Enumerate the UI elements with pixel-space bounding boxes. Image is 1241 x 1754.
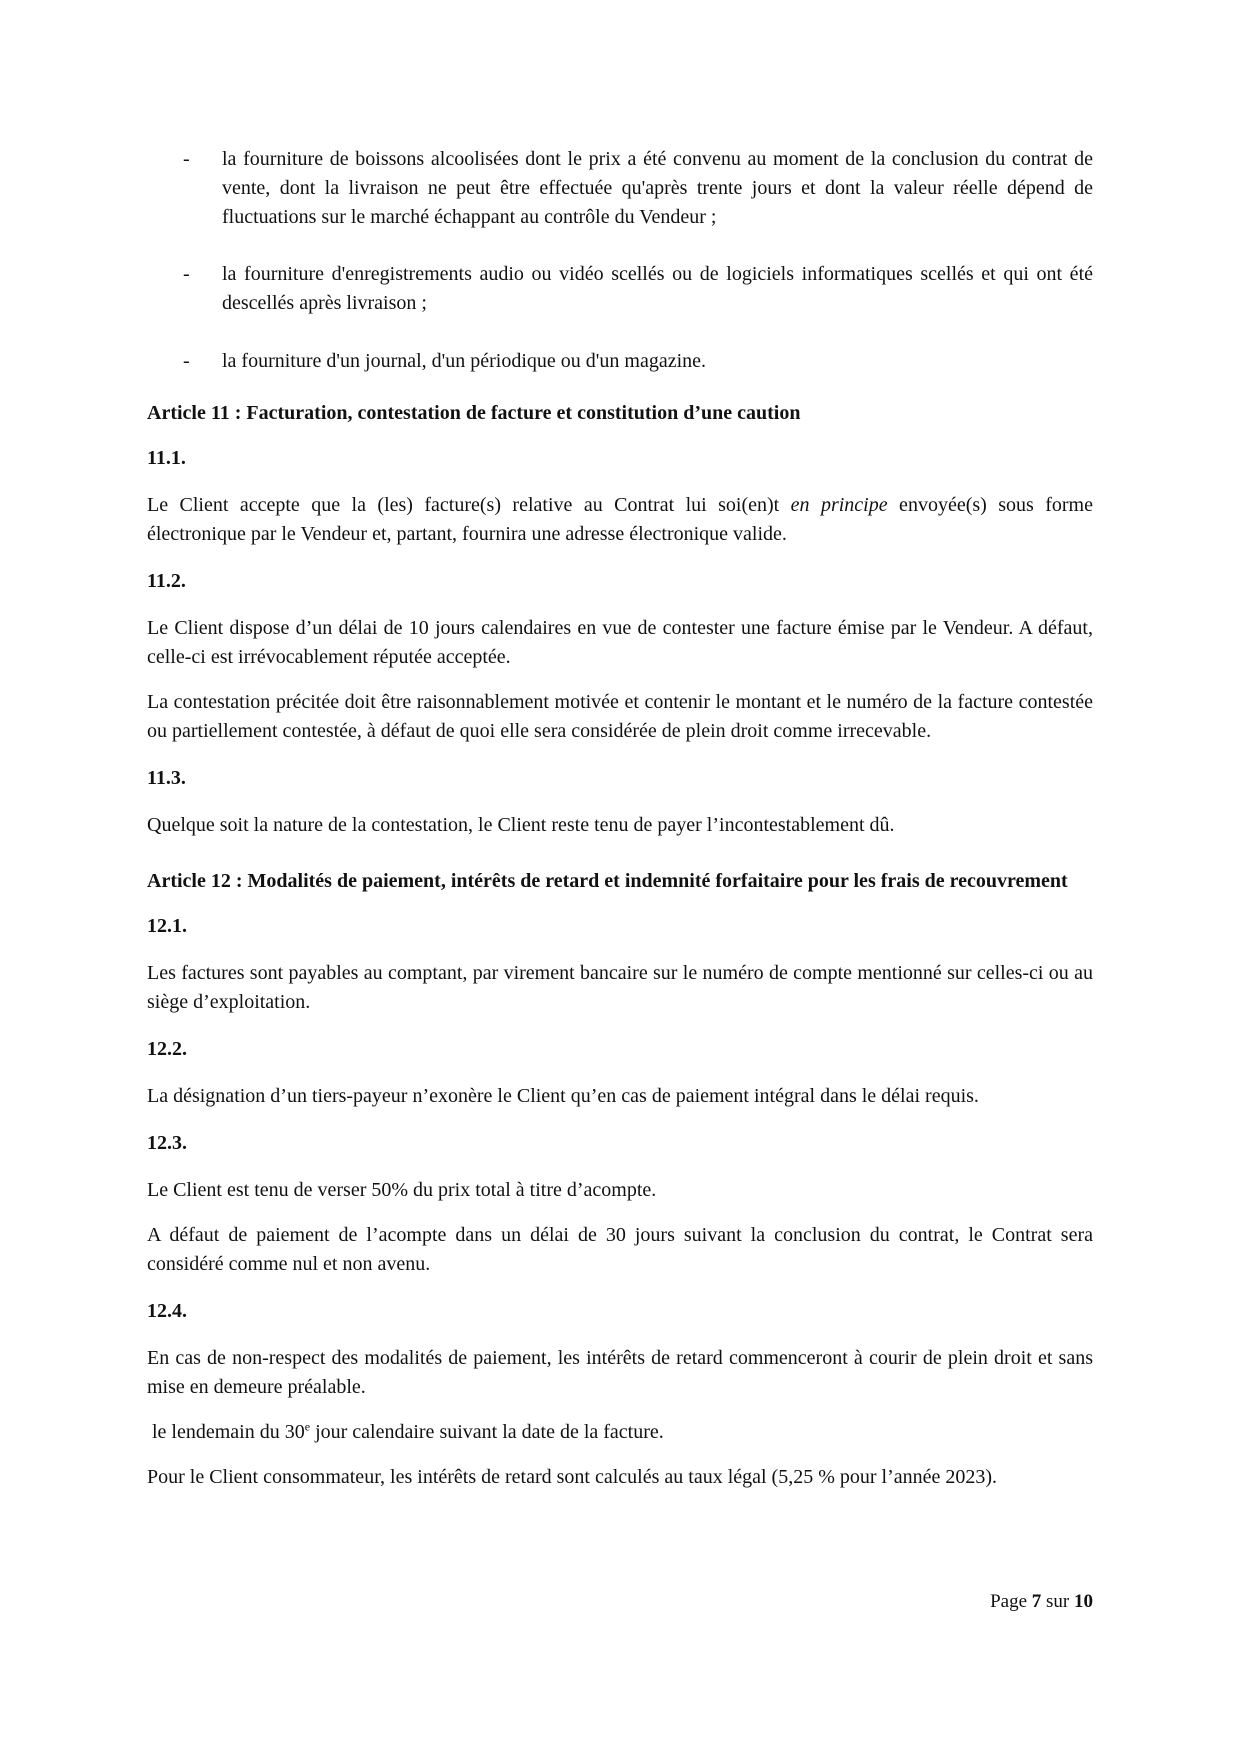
bullet-item [147, 145, 1093, 232]
section-11-1-number: 11.1. [147, 447, 186, 469]
text-run: envoyée(s) sous forme électronique par le Vendeur et, partant, fournira une adresse électronique valide. [147, 494, 1093, 545]
superscript: e [304, 1419, 311, 1434]
emphasis-text: en principe [790, 494, 888, 516]
text-run: le lendemain du 30 [147, 1421, 305, 1443]
section-12-2-text: La désignation d’un tiers-payeur n’exonère le Client qu’en cas de paiement intégral dans le délai requis. [147, 1085, 979, 1107]
section-12-3-paragraph-1: Le Client est tenu de verser 50% du prix total à titre d’acompte. [147, 1179, 657, 1201]
footer-prefix: Page [990, 1591, 1032, 1612]
section-11-3-number: 11.3. [147, 767, 186, 789]
bullet-text: la fourniture d'un journal, d'un périodique ou d'un magazine. [222, 350, 707, 372]
section-11-2-paragraph-1: Le Client dispose d’un délai de 10 jours calendaires en vue de contester une facture émise par le Vendeur. A défaut, celle-ci est irrévocablement réputée acceptée. [147, 617, 1093, 668]
section-11-1-text [147, 491, 1093, 549]
section-11-3-text: Quelque soit la nature de la contestation, le Client reste tenu de payer l’incontestablement dû. [147, 814, 895, 836]
section-12-1-number: 12.1. [147, 915, 187, 937]
section-12-3-paragraph-2: A défaut de paiement de l’acompte dans un délai de 30 jours suivant la conclusion du contrat, le Contrat sera considéré comme nul et non avenu. [147, 1224, 1093, 1275]
text-run: jour calendaire suivant la date de la facture. [310, 1421, 664, 1443]
bullet-item [147, 260, 1093, 318]
page-number-footer [990, 1587, 1093, 1616]
section-11-2-paragraph-2: La contestation précitée doit être raisonnablement motivée et contenir le montant et le numéro de la facture contestée ou partiellement contestée, à défaut de quoi elle sera considérée de plein droit comme irrecevable. [147, 691, 1093, 742]
footer-middle: sur [1041, 1591, 1074, 1612]
bullet-dash: - [183, 148, 190, 170]
section-11-2-number: 11.2. [147, 570, 186, 592]
section-12-2-number: 12.2. [147, 1038, 187, 1060]
section-12-4-paragraph-1: En cas de non-respect des modalités de paiement, les intérêts de retard commenceront à courir de plein droit et sans mise en demeure préalable. [147, 1347, 1093, 1398]
bullet-text: la fourniture de boissons alcoolisées dont le prix a été convenu au moment de la conclusion du contrat de vente, dont la livraison ne peut être effectuée qu'après trente jours et dont la valeur réelle dépend de fluctuations sur le marché échappant au contrôle du Vendeur ; [222, 148, 1093, 228]
bullet-text: la fourniture d'enregistrements audio ou vidéo scellés ou de logiciels informatiques scellés et qui ont été descellés après livraison ; [222, 263, 1093, 314]
article-11-title: Article 11 : Facturation, contestation de facture et constitution d’une caution [147, 402, 801, 424]
section-12-4-paragraph-2 [147, 1418, 1093, 1447]
section-12-1-text: Les factures sont payables au comptant, par virement bancaire sur le numéro de compte mentionné sur celles-ci ou au siège d’exploitation. [147, 962, 1093, 1013]
total-page-count: 10 [1074, 1591, 1093, 1612]
section-12-4-number: 12.4. [147, 1300, 187, 1322]
section-12-4-paragraph-3: Pour le Client consommateur, les intérêts de retard sont calculés au taux légal (5,25 % pour l’année 2023). [147, 1466, 998, 1488]
current-page-number: 7 [1031, 1591, 1042, 1612]
article-12-title: Article 12 : Modalités de paiement, intérêts de retard et indemnité forfaitaire pour les frais de recouvrement [147, 870, 1068, 892]
bullet-dash: - [183, 263, 190, 285]
section-12-3-number: 12.3. [147, 1132, 187, 1154]
page-content [147, 145, 1093, 1492]
text-run: Le Client accepte que la (les) facture(s) relative au Contrat lui soi(en)t [147, 494, 791, 516]
bullet-dash: - [183, 350, 190, 372]
bullet-item [147, 347, 1093, 376]
